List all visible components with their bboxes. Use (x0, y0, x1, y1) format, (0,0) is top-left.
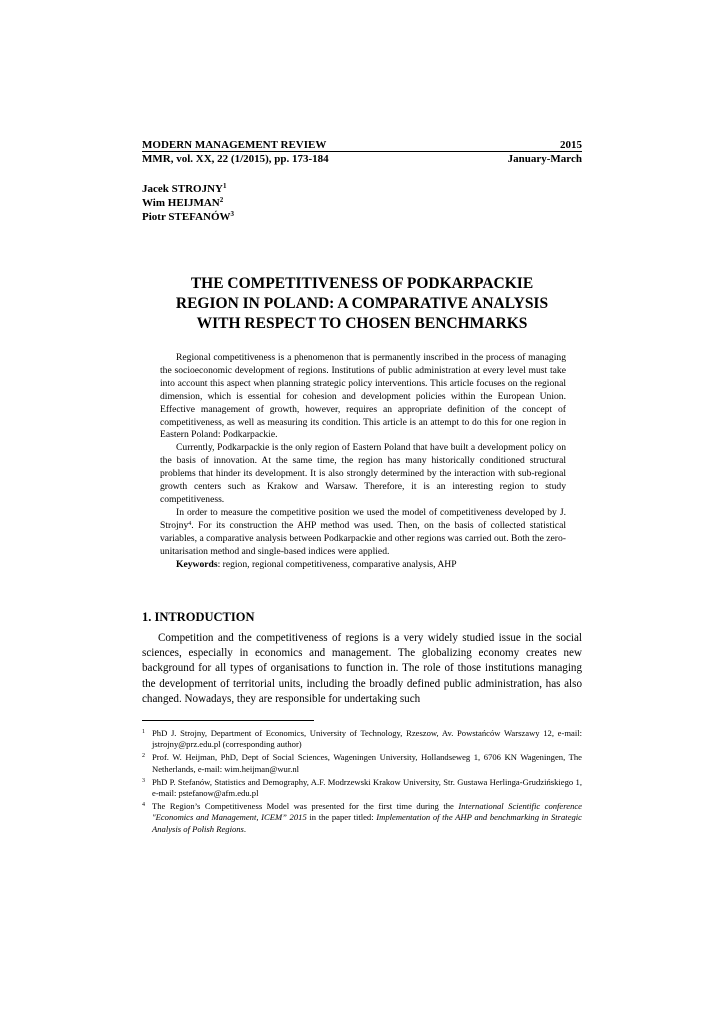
author: Wim HEIJMAN$^2$ (142, 196, 224, 209)
keywords: Keywords: region, regional competitiveness, comparative analysis, AHP (176, 558, 457, 570)
volume-line: MMR, vol. XX, 22 (1/2015), pp. 173-184 (142, 153, 329, 165)
journal-name: MODERN MANAGEMENT REVIEW (142, 139, 327, 151)
author: Jacek STROJNY$^1$ (142, 182, 227, 195)
abstract-paragraph: Currently, Podkarpackie is the only region of Eastern Poland that have built a development policy on the basis of innovation. At the same time, the region has many historically conditioned structural problems that hinder its development. It is also strongly determined by the interaction with sub-regional growth centers such as Krakow and Warsaw. Therefore, it is an interesting region to study competitiveness. (160, 442, 566, 505)
footnote-mark: 1 (222, 182, 227, 190)
footnote-rule (142, 720, 314, 721)
journal-year: 2015 (560, 139, 582, 151)
author-list (142, 182, 234, 224)
abstract-paragraph: Regional competitiveness is a phenomenon that is permanently inscribed in the process of managing the socioeconomic development of regions. Institutions of public administration at every level must take into account this aspect when planning strategic policy interventions. This article focuses on the regional dimension, which is essential for cohesion and development policies within the European Union. Effective management of growth, however, requires an appropriate definition of the concept of competitiveness, as well as measuring its condition. This article is an attempt to do this for one region in Eastern Poland: Podkarpackie. (160, 352, 566, 441)
body-text: Competition and the competitiveness of regions is a very widely studied issue in the social sciences, especially in economics and management. The globalizing economy creates new background for all types of organisations to function in. The role of those institutions managing the development of territorial units, including the broadly defined public administration, has also changed. Nowadays, they are responsible for undertaking such (142, 632, 582, 705)
footnote: 4 The Region’s Competitiveness Model was presented for the first time during the International Scientific conference "Economics and Management, ICEM” 2015 in the paper titled: Implementation of the AHP and benchmarking in Strategic Analysis of Polish Regions. (142, 801, 583, 834)
footnote-mark: 2 (219, 196, 224, 204)
section-heading: 1. INTRODUCTION (142, 610, 255, 624)
issue-period: January-March (507, 153, 582, 165)
journal-subheader (142, 153, 582, 166)
abstract (160, 352, 566, 571)
footnote-mark: 3 (230, 210, 235, 218)
abstract-paragraph: In order to measure the competitive position we used the model of competitiveness developed by J. Strojny$^4$. For its construction the AHP method was used. Then, on the basis of collected statistical variables, a comparative analysis between Podkarpackie and other regions was carried out. Both the zero-unitarisation method and single-based indices were applied. (160, 506, 566, 557)
footnotes (142, 728, 582, 837)
header-rule (142, 151, 582, 152)
author: Piotr STEFANÓW$^3$ (142, 210, 235, 223)
keywords-label: Keywords (176, 558, 218, 570)
footnote-mark: 4 (188, 520, 192, 527)
footnote: 1 PhD J. Strojny, Department of Economics, University of Technology, Rzeszow, Av. Powstańców Warszawy 12, e-mail: jstrojny@prz.edu.pl (corresponding author) (142, 728, 582, 750)
footnote: 2 Prof. W. Heijman, PhD, Dept of Social Sciences, Wageningen University, Hollandseweg 1, 6706 KN Wageningen, The Netherlands, e-mail: wim.heijman@wur.nl (142, 752, 582, 774)
footnote: 3 PhD P. Stefanów, Statistics and Demography, A.F. Modrzewski Krakow University, Str. Gustawa Herlinga-Grudzińskiego 1, e-mail: pstefanow@afm.edu.pl (142, 776, 582, 799)
paper-title: THE COMPETITIVENESS OF PODKARPACKIE REGION IN POLAND: A COMPARATIVE ANALYSIS WITH RESPECT TO CHOSEN BENCHMARKS (175, 275, 549, 332)
